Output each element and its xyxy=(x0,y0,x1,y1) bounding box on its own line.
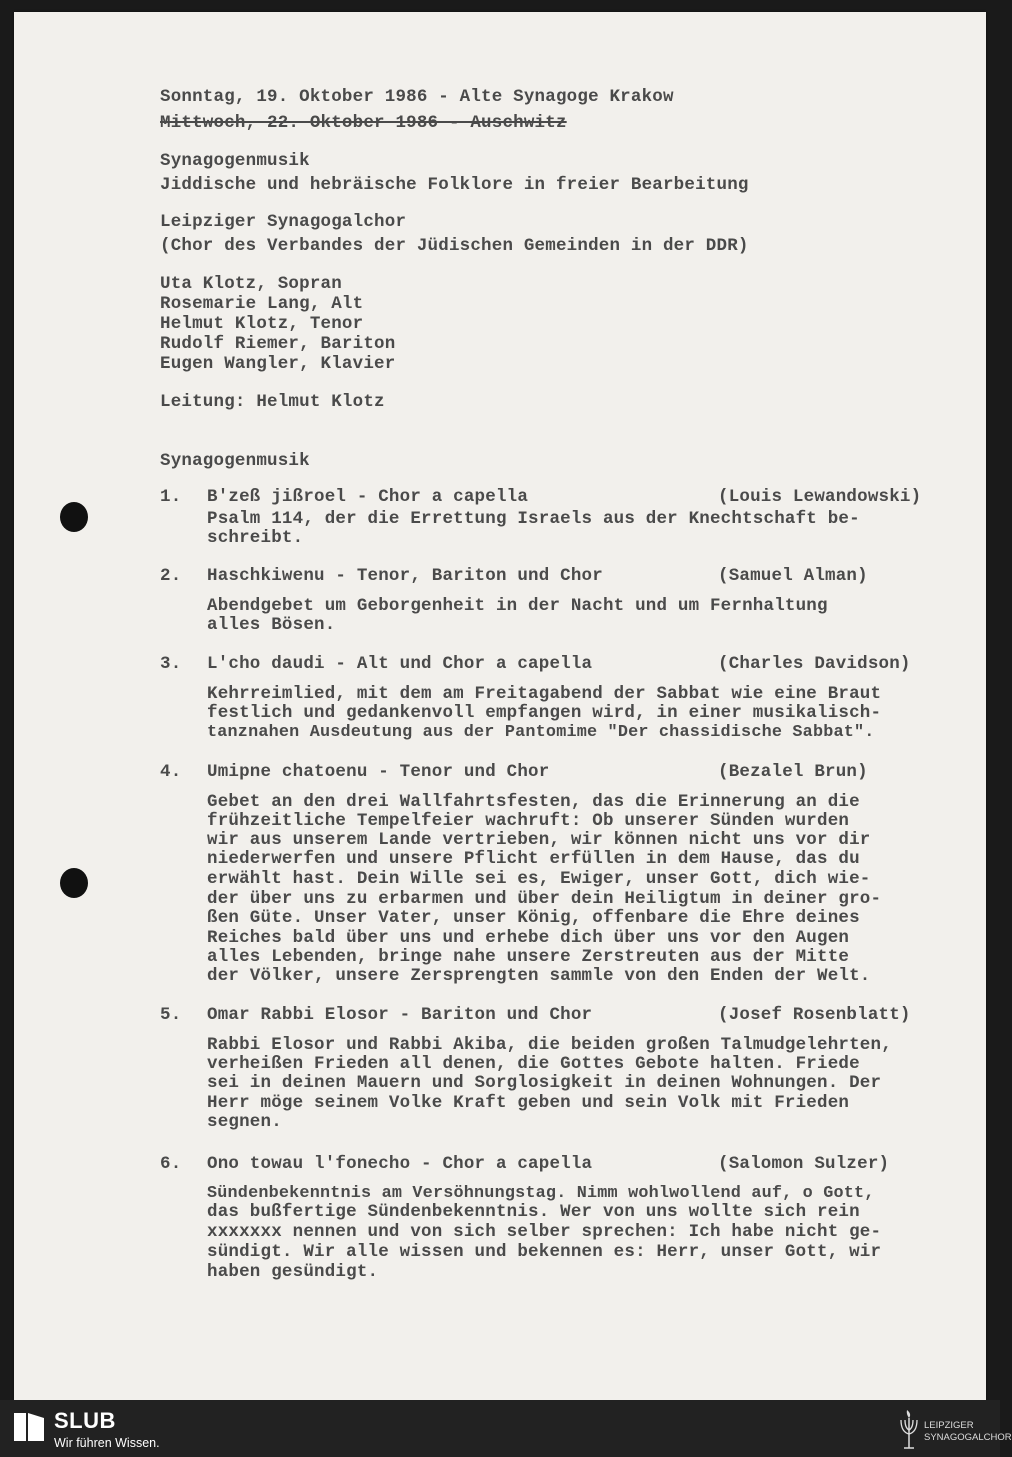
program-subtitle: Jiddische und hebräische Folklore in freier Bearbeitung xyxy=(160,175,749,195)
choir-full-name: (Chor des Verbandes der Jüdischen Gemeinden in der DDR) xyxy=(160,236,749,256)
item-4-desc-1: Gebet an den drei Wallfahrtsfesten, das die Erinnerung an die xyxy=(207,792,860,812)
item-2-title: Haschkiwenu - Tenor, Bariton und Chor xyxy=(207,566,603,586)
item-4-desc-7: ßen Güte. Unser Vater, unser König, offenbare die Ehre deines xyxy=(207,908,860,928)
item-4-desc-8: Reiches bald über uns und erhebe dich über uns vor den Augen xyxy=(207,928,850,948)
item-2-desc-2: alles Bösen. xyxy=(207,615,336,635)
item-2-number: 2. xyxy=(160,566,182,586)
item-6-desc-3: xxxxxxx nennen und von sich selber sprechen: Ich habe nicht ge- xyxy=(207,1222,882,1242)
item-3-number: 3. xyxy=(160,654,182,674)
item-2-composer: (Samuel Alman) xyxy=(718,566,868,586)
item-1-desc-2: schreibt. xyxy=(207,528,304,548)
item-3-desc-1: Kehrreimlied, mit dem am Freitagabend der Sabbat wie eine Braut xyxy=(207,684,882,704)
slub-tagline: Wir führen Wissen. xyxy=(54,1436,160,1450)
item-4-title: Umipne chatoenu - Tenor und Chor xyxy=(207,762,550,782)
slub-brand: SLUB xyxy=(54,1408,116,1433)
item-5-title: Omar Rabbi Elosor - Bariton und Chor xyxy=(207,1005,593,1025)
footer-bar xyxy=(0,1400,1012,1457)
menorah-icon xyxy=(896,1408,922,1450)
partner-label xyxy=(924,1420,1012,1444)
performer-2: Rosemarie Lang, Alt xyxy=(160,294,364,314)
item-5-composer: (Josef Rosenblatt) xyxy=(718,1005,911,1025)
partner-line-1: LEIPZIGER xyxy=(924,1420,974,1431)
item-5-number: 5. xyxy=(160,1005,182,1025)
item-3-desc-3: tanznahen Ausdeutung aus der Pantomime "Der chassidische Sabbat". xyxy=(207,723,875,742)
item-1-title: B'zeß jißroel - Chor a capella xyxy=(207,487,529,507)
item-6-desc-2: das bußfertige Sündenbekenntnis. Wer von uns wollte sich rein xyxy=(207,1202,860,1222)
slub-logo-icon xyxy=(12,1410,46,1444)
item-4-desc-5: erwählt hast. Dein Wille sei es, Ewiger, unser Gott, dich wie- xyxy=(207,869,871,889)
header-line-1: Sonntag, 19. Oktober 1986 - Alte Synagoge Krakow xyxy=(160,87,674,107)
item-4-desc-2: frühzeitliche Tempelfeier wachruft: Ob unserer Sünden wurden xyxy=(207,811,850,831)
item-3-composer: (Charles Davidson) xyxy=(718,654,911,674)
item-1-composer: (Louis Lewandowski) xyxy=(718,487,922,507)
item-6-title: Ono towau l'fonecho - Chor a capella xyxy=(207,1154,593,1174)
item-5-desc-3: sei in deinen Mauern und Sorglosigkeit in deinen Wohnungen. Der xyxy=(207,1073,882,1093)
item-6-composer: (Salomon Sulzer) xyxy=(718,1154,890,1174)
item-6-desc-1: Sündenbekenntnis am Versöhnungstag. Nimm wohlwollend auf, o Gott, xyxy=(207,1184,875,1203)
item-5-desc-5: segnen. xyxy=(207,1112,282,1132)
item-3-desc-2: festlich und gedankenvoll empfangen wird, in einer musikalisch- xyxy=(207,703,882,723)
program-title: Synagogenmusik xyxy=(160,151,310,171)
item-5-desc-1: Rabbi Elosor und Rabbi Akiba, die beiden großen Talmudgelehrten, xyxy=(207,1035,892,1055)
item-6-desc-5: haben gesündigt. xyxy=(207,1262,379,1282)
item-6-number: 6. xyxy=(160,1154,182,1174)
item-4-number: 4. xyxy=(160,762,182,782)
performer-3: Helmut Klotz, Tenor xyxy=(160,314,364,334)
punch-hole-lower xyxy=(60,868,88,898)
item-4-desc-6: der über uns zu erbarmen und über dein Heiligtum in deiner gro- xyxy=(207,889,882,909)
item-4-desc-9: alles Lebenden, bringe nahe unsere Zerstreuten aus der Mitte xyxy=(207,947,850,967)
performer-4: Rudolf Riemer, Bariton xyxy=(160,334,396,354)
item-6-desc-4: sündigt. Wir alle wissen und bekennen es: Herr, unser Gott, wir xyxy=(207,1242,882,1262)
item-4-composer: (Bezalel Brun) xyxy=(718,762,868,782)
punch-hole-upper xyxy=(60,502,88,532)
item-4-desc-4: niederwerfen und unsere Pflicht erfüllen in dem Hause, das du xyxy=(207,849,860,869)
partner-line-2: SYNAGOGALCHOR xyxy=(924,1432,1012,1443)
performer-1: Uta Klotz, Sopran xyxy=(160,274,342,294)
item-1-number: 1. xyxy=(160,487,182,507)
direction-line: Leitung: Helmut Klotz xyxy=(160,392,385,412)
performer-5: Eugen Wangler, Klavier xyxy=(160,354,396,374)
item-4-desc-10: der Völker, unsere Zersprengten sammle von den Enden der Welt. xyxy=(207,966,871,986)
item-5-desc-2: verheißen Frieden all denen, die Gottes Gebote halten. Friede xyxy=(207,1054,860,1074)
item-4-desc-3: wir aus unserem Lande vertrieben, wir können nicht uns vor dir xyxy=(207,830,871,850)
section-title: Synagogenmusik xyxy=(160,451,310,471)
item-2-desc-1: Abendgebet um Geborgenheit in der Nacht und um Fernhaltung xyxy=(207,596,828,616)
header-line-2-struck: Mittwoch, 22. Oktober 1986 - Auschwitz xyxy=(160,113,567,133)
item-3-title: L'cho daudi - Alt und Chor a capella xyxy=(207,654,593,674)
choir-name: Leipziger Synagogalchor xyxy=(160,212,407,232)
item-1-desc-1: Psalm 114, der die Errettung Israels aus der Knechtschaft be- xyxy=(207,509,860,529)
item-5-desc-4: Herr möge seinem Volke Kraft geben und sein Volk mit Frieden xyxy=(207,1093,850,1113)
